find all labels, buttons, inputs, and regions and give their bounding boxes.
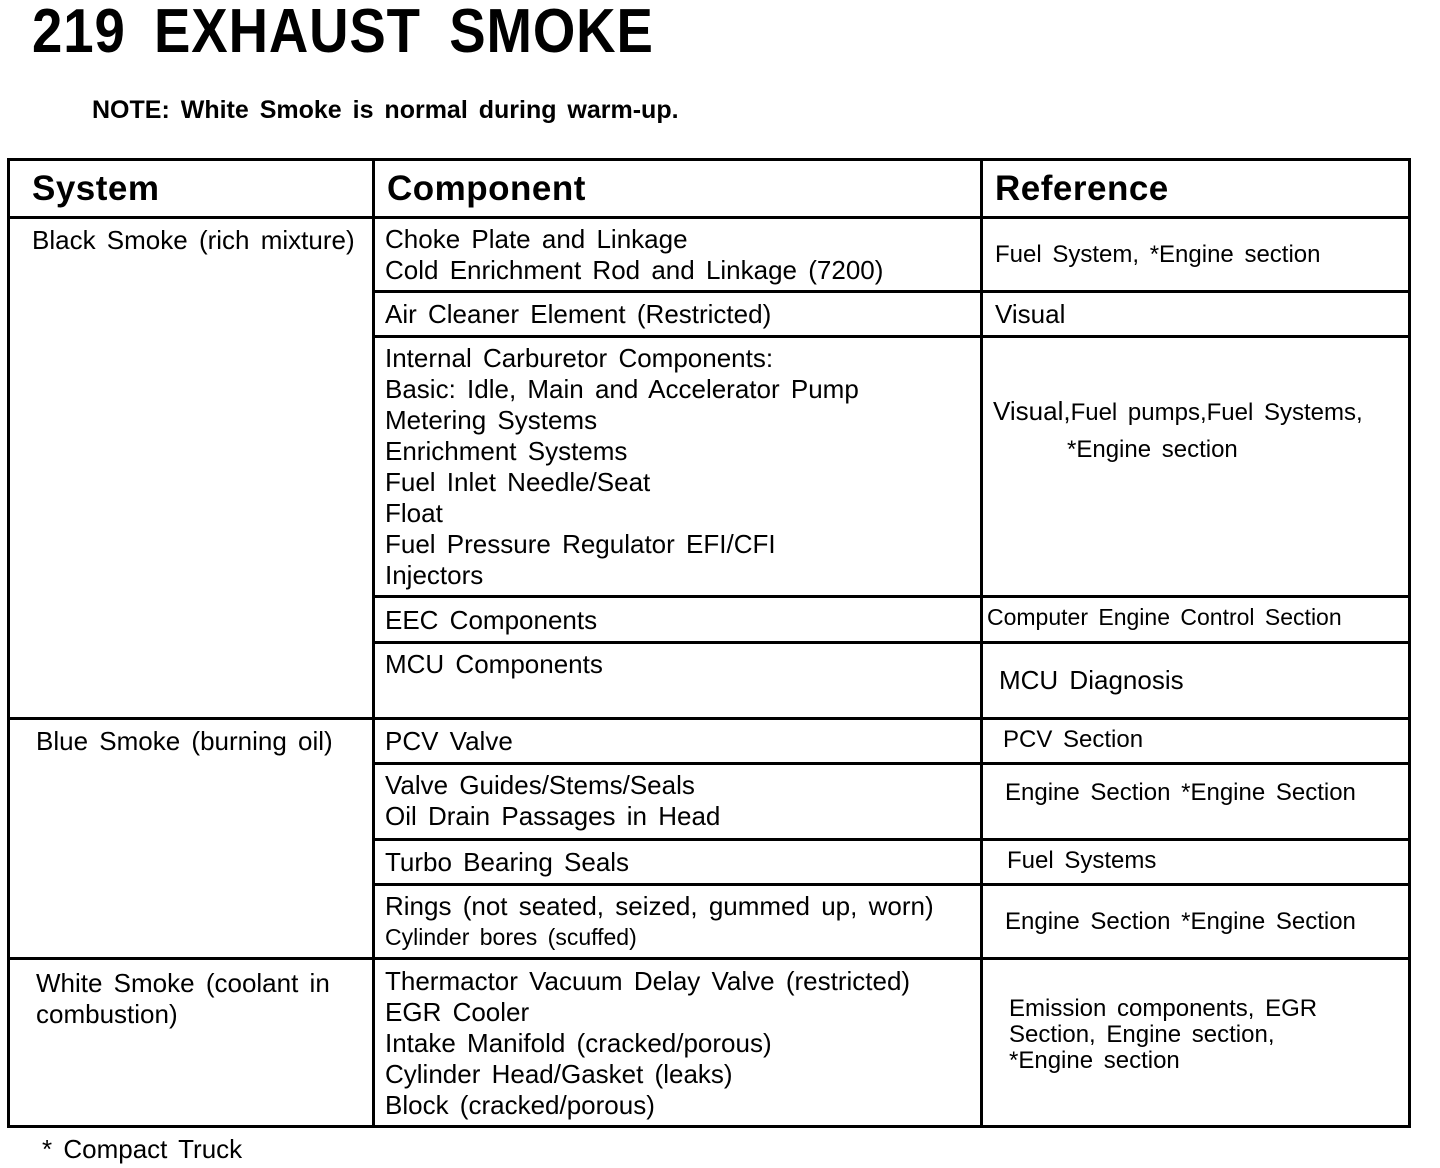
component-cell — [374, 292, 982, 337]
reference-part: Fuel Systems, — [1206, 399, 1363, 426]
component-line: Valve Guides/Stems/Seals — [385, 770, 695, 800]
component-line: Enrichment Systems — [385, 436, 628, 466]
component-line: Fuel Pressure Regulator EFI/CFI — [385, 529, 776, 559]
header-component: Component — [374, 160, 982, 218]
reference-cell: Fuel System, *Engine section — [982, 218, 1410, 292]
component-line: PCV Valve — [385, 726, 513, 756]
component-cell — [374, 959, 982, 1127]
component-cell — [374, 764, 982, 840]
page-title: 219 EXHAUST SMOKE — [32, 0, 654, 66]
component-line: Cylinder bores (scuffed) — [385, 924, 637, 950]
component-line: Cold Enrichment Rod and Linkage (7200) — [385, 255, 884, 285]
component-cell — [374, 643, 982, 719]
footnote-compact-truck: * Compact Truck — [42, 1134, 243, 1164]
component-line: Block (cracked/porous) — [385, 1090, 655, 1120]
component-line: Fuel Inlet Needle/Seat — [385, 467, 651, 497]
header-reference: Reference — [982, 160, 1410, 218]
reference-cell: MCU Diagnosis — [982, 643, 1410, 719]
reference-cell: Fuel Systems — [982, 840, 1410, 885]
component-line: Injectors — [385, 560, 484, 590]
component-line: EEC Components — [385, 604, 598, 635]
reference-cell: Emission components, EGR Section, Engine section, *Engine section — [982, 959, 1410, 1127]
reference-part: Visual, — [993, 396, 1071, 426]
warm-up-note: NOTE: White Smoke is normal during warm-up. — [92, 96, 679, 124]
exhaust-smoke-table — [7, 158, 1411, 1128]
reference-part: *Engine section — [1067, 436, 1238, 463]
component-line: Thermactor Vacuum Delay Valve (restricted) — [385, 966, 911, 996]
component-cell — [374, 885, 982, 959]
component-cell — [374, 719, 982, 764]
component-line: Float — [385, 498, 443, 528]
table-row — [9, 959, 1410, 1127]
header-row — [9, 160, 1410, 218]
component-line: Basic: Idle, Main and Accelerator Pump — [385, 374, 859, 404]
component-line: EGR Cooler — [385, 997, 530, 1027]
component-cell — [374, 597, 982, 643]
reference-cell — [982, 337, 1410, 597]
component-line: MCU Components — [385, 649, 603, 679]
reference-cell: Engine Section *Engine Section — [982, 764, 1410, 840]
component-line: Intake Manifold (cracked/porous) — [385, 1028, 772, 1058]
component-line: Air Cleaner Element (Restricted) — [385, 299, 772, 329]
component-line: Choke Plate and Linkage — [385, 224, 688, 254]
reference-cell: Engine Section *Engine Section — [982, 885, 1410, 959]
component-line: Rings (not seated, seized, gummed up, worn) — [385, 891, 934, 921]
reference-cell: Computer Engine Control Section — [982, 597, 1410, 643]
component-line: Internal Carburetor Components: — [385, 343, 774, 373]
header-system: System — [9, 160, 374, 218]
table-row — [9, 719, 1410, 764]
table-row — [9, 218, 1410, 292]
component-line: Cylinder Head/Gasket (leaks) — [385, 1059, 733, 1089]
component-line: Turbo Bearing Seals — [385, 847, 630, 877]
component-line: Metering Systems — [385, 405, 598, 435]
component-cell — [374, 337, 982, 597]
component-cell — [374, 840, 982, 885]
system-cell-blue-smoke: Blue Smoke (burning oil) — [9, 719, 374, 959]
reference-part: Fuel pumps, — [1070, 399, 1207, 426]
system-cell-black-smoke: Black Smoke (rich mixture) — [9, 218, 374, 719]
reference-cell: Visual — [982, 292, 1410, 337]
component-line: Oil Drain Passages in Head — [385, 801, 721, 831]
reference-cell: PCV Section — [982, 719, 1410, 764]
component-cell — [374, 218, 982, 292]
system-cell-white-smoke: White Smoke (coolant in combustion) — [9, 959, 374, 1127]
